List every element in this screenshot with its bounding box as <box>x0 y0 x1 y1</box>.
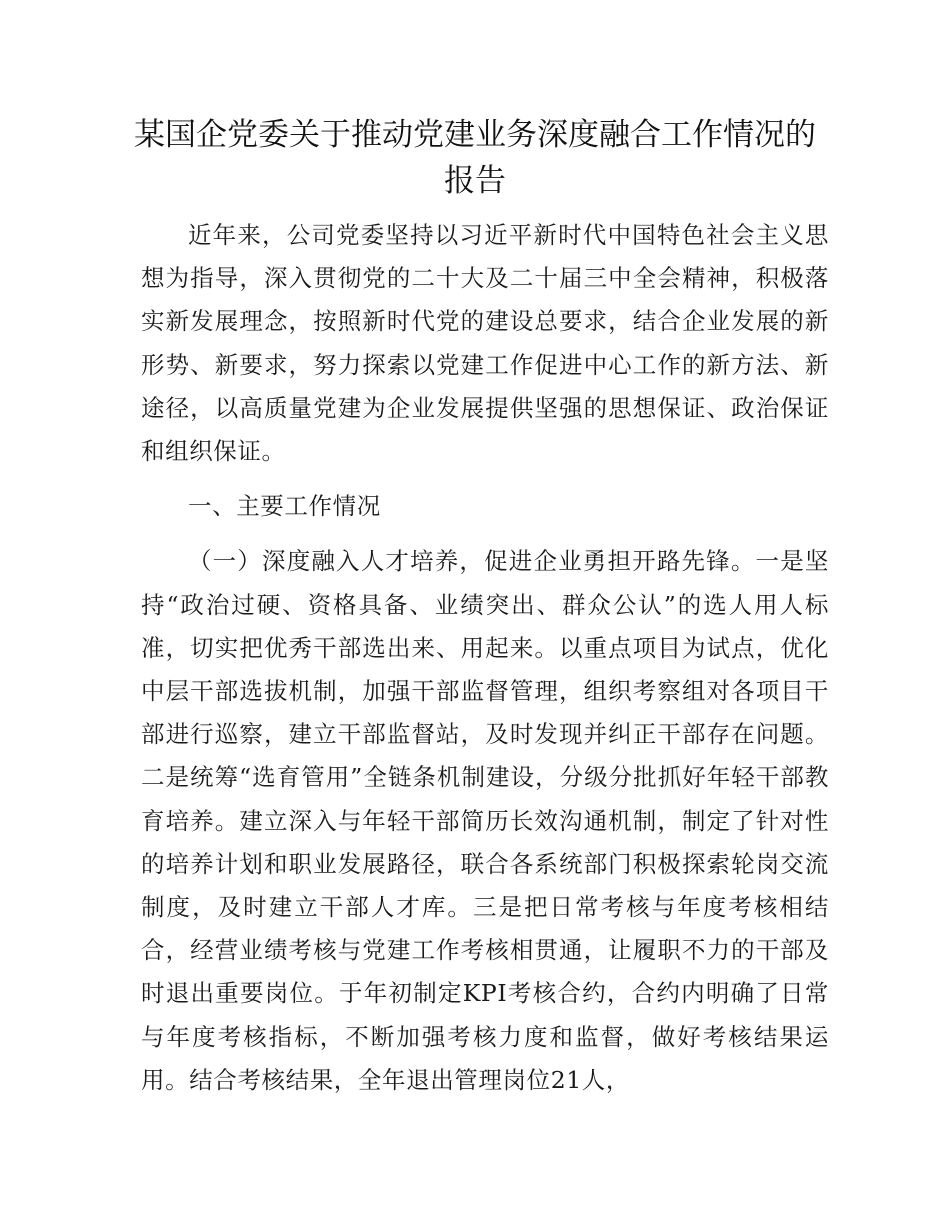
section-1-paragraph: （一）深度融入人才培养，促进企业勇担开路先锋。一是坚持“政治过硬、资格具备、业绩突出、群众公认”的选人用人标准，切实把优秀干部选出来、用起来。以重点项目为试点，优化中层干部选拔机制，加强干部监督管理，组织考察组对各项目干部进行巡察，建立干部监督站，及时发现并纠正干部存在问题。二是统筹“选育管用”全链条机制建设，分级分批抓好年轻干部教育培养。建立深入与年轻干部简历长效沟通机制，制定了针对性的培养计划和职业发展路径，联合各系统部门积极探索轮岗交流制度，及时建立干部人才库。三是把日常考核与年度考核相结合，经营业绩考核与党建工作考核相贯通，让履职不力的干部及时退出重要岗位。于年初制定KPI考核合约，合约内明确了日常与年度考核指标，不断加强考核力度和监督，做好考核结果运用。结合考核结果，全年退出管理岗位21人， <box>141 547 829 1094</box>
document-title: 某国企党委关于推动党建业务深度融合工作情况的报告 <box>134 117 816 199</box>
intro-paragraph: 近年来，公司党委坚持以习近平新时代中国特色社会主义思想为指导，深入贯彻党的二十大及二十届三中全会精神，积极落实新发展理念，按照新时代党的建设总要求，结合企业发展的新形势、新要求，努力探索以党建工作促进中心工作的新方法、新途径，以高质量党建为企业发展提供坚强的思想保证、政治保证和组织保证。 <box>141 221 829 466</box>
section-heading: 一、主要工作情况 <box>188 492 381 521</box>
document-body <box>141 214 829 1102</box>
